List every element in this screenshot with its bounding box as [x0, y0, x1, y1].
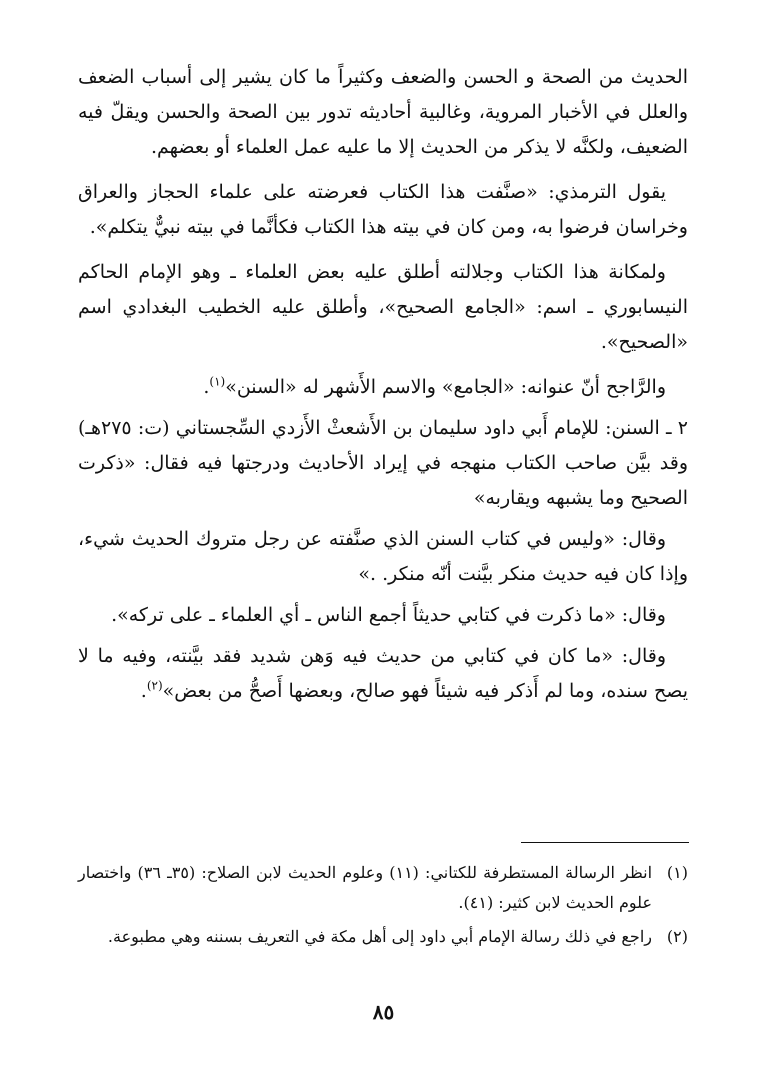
- footnotes: [78, 858, 688, 956]
- footnote-2: [78, 922, 688, 952]
- page-body: [78, 60, 688, 719]
- footnote-1-number: (١): [666, 863, 688, 882]
- footnote-ref-2: (٢): [146, 678, 163, 693]
- footnote-2-text: راجع في ذلك رسالة الإمام أبي داود إلى أهل مكة في التعريف بسننه وهي مطبوعة.: [107, 927, 652, 946]
- paragraph-1: الحديث من الصحة و الحسن والضعف وكثيراً ما كان يشير إلى أسباب الضعف والعلل في الأخبار المروية، وغالبية أحاديثه تدور بين الصحة والحسن ويقلّ فيه الضعيف، ولكنَّه لا يذكر من الحديث إلا ما عليه عمل العلماء أو بعضهم.: [78, 66, 688, 158]
- paragraph-quote-3: وقال: «ما ذكرت في كتابي حديثاً أجمع الناس ـ أي العلماء ـ على تركه».: [111, 604, 666, 626]
- paragraph-title: والرَّاجح أنّ عنوانه: «الجامع» والاسم الأَشهر له «السنن»$^{(١)}$.: [203, 374, 666, 398]
- paragraph-quote-2: وقال: «وليس في كتاب السنن الذي صنَّفته عن رجل متروك الحديث شيء، وإذا كان فيه حديث منكر بيَّنت أنّه منكر. .»: [78, 528, 688, 585]
- footnote-divider: [521, 842, 689, 843]
- page-number: ٨٥: [372, 1000, 395, 1024]
- paragraph-title-text: والرَّاجح أنّ عنوانه: «الجامع» والاسم الأَشهر له «السنن»: [225, 376, 666, 398]
- paragraph-quote-4-text: وقال: «ما كان في كتابي من حديث فيه وَهن شديد فقد بيَّنته، وفيه ما لا يصح سنده، وما لم أَذكر فيه شيئاً فهو صالح، وبعضها أَصحُّ من بعض»: [78, 645, 688, 702]
- paragraph-status: ولمكانة هذا الكتاب وجلالته أطلق عليه بعض العلماء ـ وهو الإمام الحاكم النيسابوري ـ اسم: «الجامع الصحيح»، وأطلق عليه الخطيب البغدادي اسم «الصحيح».: [78, 261, 688, 353]
- paragraph-sunan: ٢ ـ السنن: للإمام أَبي داود سليمان بن الأَشعثْ الأَزدي السِّجستاني (ت: ٢٧٥هـ) وقد بيَّن صاحب الكتاب منهجه في إيراد الأحاديث ودرجتها فيه فقال: «ذكرت الصحيح وما يشبهه ويقاربه»: [78, 417, 688, 509]
- paragraph-quote-4: وقال: «ما كان في كتابي من حديث فيه وَهن شديد فقد بيَّنته، وفيه ما لا يصح سنده، وما لم أَذكر فيه شيئاً فهو صالح، وبعضها أَصحُّ من بعض»$^{(٢)}$.: [78, 645, 688, 702]
- paragraph-tirmidhi-quote: يقول الترمذي: «صنَّفت هذا الكتاب فعرضته على علماء الحجاز والعراق وخراسان فرضوا به، ومن كان في بيته هذا الكتاب فكأنَّما في بيته نبيٌّ يتكلم».: [78, 181, 688, 238]
- footnote-ref-1: (١): [209, 374, 226, 389]
- footnote-1-text: انظر الرسالة المستطرفة للكتاني: (١١) وعلوم الحديث لابن الصلاح: (٣٥ـ ٣٦) واختصار علوم الحديث لابن كثير: (٤١).: [78, 863, 653, 912]
- footnote-2-number: (٢): [666, 927, 688, 946]
- footnote-1: [78, 858, 688, 918]
